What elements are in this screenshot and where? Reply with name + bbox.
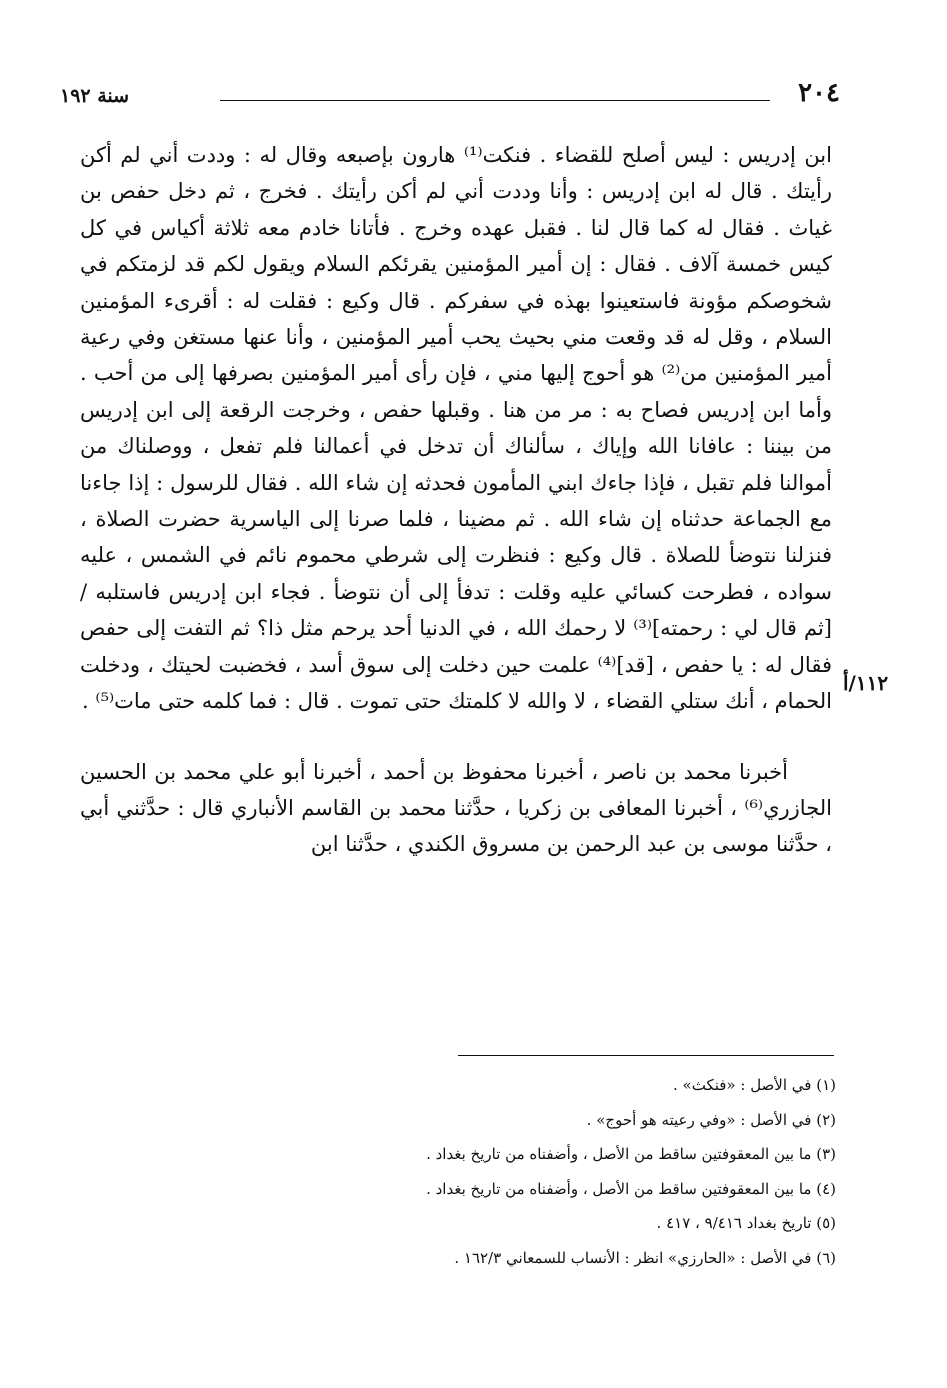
- main-text: [80, 137, 832, 863]
- footnote: (٥) تاريخ بغداد ٩/٤١٦ ، ٤١٧ .: [656, 1214, 836, 1233]
- footnote: (٤) ما بين المعقوفتين ساقط من الأصل ، وأضفناه من تاريخ بغداد .: [426, 1179, 836, 1198]
- page-number: ٢٠٤: [798, 78, 840, 108]
- footnote-separator: [458, 1055, 834, 1056]
- manuscript-folio-reference: ١١٢/أ: [843, 671, 889, 695]
- paragraph-narrative: ابن إدريس : ليس أصلح للقضاء . فنكت⁽¹⁾ هارون بإصبعه وقال له : وددت أني لم أكن رأيتك . قال له ابن إدريس : وأنا وددت أني لم أكن رأيتك . فخرج ، ثم دخل حفص بن غياث . فقال له كما قال لنا . فقبل عهده وخرج . فأتانا خادم معه ثلاثة أكياس في كل كيس خمسة آلاف . فقال : إن أمير المؤمنين يقرئكم السلام ويقول لكم قد لزمتكم في شخوصكم مؤونة فاستعينوا بهذه في سفركم . قال وكيع : فقلت له : أقرىء المؤمنين السلام ، وقل له قد وقعت مني بحيث يحب أمير المؤمنين ، وأنا عنها مستغن وفي رعية أمير المؤمنين من⁽²⁾ هو أحوج إليها مني ، فإن رأى أمير المؤمنين بصرفها إلى من أحب . وأما ابن إدريس فصاح به : مر من هنا . وقبلها حفص ، وخرجت الرقعة إلى ابن إدريس من بيننا : عافانا الله وإياك ، سألناك أن تدخل في أعمالنا فلم تفعل ، ووصلناك من أموالنا فلم تقبل ، فإذا جاءك ابني المأمون فحدثه إن شاء الله . فقال للرسول : إذا جاءنا مع الجماعة حدثناه إن شاء الله . ثم مضينا ، فلما صرنا إلى الياسرية حضرت الصلاة ، فنزلنا نتوضأ للصلاة . قال وكيع : فنظرت إلى شرطي محموم نائم في الشمس ، عليه سواده ، فطرحت كسائي عليه وقلت : تدفأ إلى أن نتوضأ . فجاء ابن إدريس فاستلبه / [ثم قال لي : رحمته]⁽³⁾ لا رحمك الله ، في الدنيا أحد يرحم مثل ذا؟ ثم التفت إلى حفص فقال له : يا حفص ، [قد]⁽⁴⁾ علمت حين دخلت إلى سوق أسد ، فخضبت لحيتك ، ودخلت الحمام ، أنك ستلي القضاء ، لا والله لا كلمتك حتى تموت . قال : فما كلمه حتى مات⁽⁵⁾ .: [80, 143, 832, 714]
- running-head-year: سنة ١٩٢: [60, 85, 130, 107]
- footnote: (٢) في الأصل : «وفي رعيته هو أحوج» .: [586, 1110, 836, 1129]
- footnote: (١) في الأصل : «فنكث» .: [673, 1076, 836, 1094]
- header-rule: [220, 100, 770, 101]
- paragraph-isnad: أخبرنا محمد بن ناصر ، أخبرنا محفوظ بن أحمد ، أخبرنا أبو علي محمد بن الحسين الجازري⁽⁶⁾ ، أخبرنا المعافى بن زكريا ، حدَّثنا محمد بن القاسم الأنباري قال : حدَّثني أبي ، حدَّثنا موسى بن عبد الرحمن بن مسروق الكندي ، حدَّثنا ابن: [80, 759, 832, 857]
- page-header: [60, 78, 840, 118]
- footnote: (٣) ما بين المعقوفتين ساقط من الأصل ، وأضفناه من تاريخ بغداد .: [426, 1145, 836, 1164]
- footnote: (٦) في الأصل : «الحارزي» انظر : الأنساب للسمعاني ١٦٢/٣ .: [454, 1248, 836, 1267]
- footnotes: [80, 1068, 836, 1276]
